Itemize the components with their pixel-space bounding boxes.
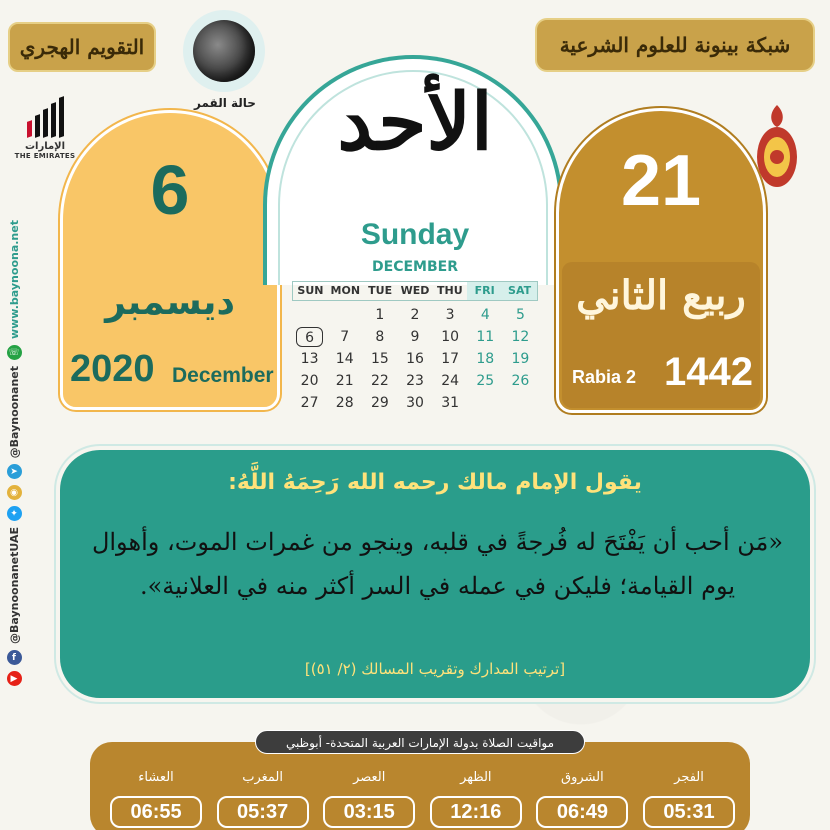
- calendar-header-cell: TUE: [368, 284, 393, 297]
- calendar-day: 12: [511, 329, 530, 345]
- calendar-day: 4: [480, 307, 490, 323]
- prayer-sunrise: [536, 770, 628, 828]
- calendar-day: [503, 393, 538, 413]
- calendar-day: 9: [410, 329, 420, 345]
- hijri-day: 21: [620, 141, 702, 221]
- gregorian-month-en: December: [172, 364, 274, 387]
- prayer-maghrib: [217, 770, 309, 828]
- prayer-name: الظهر: [460, 770, 492, 785]
- hijri-year: 1442: [664, 350, 753, 394]
- calendar-day: 17: [441, 351, 460, 367]
- prayer-fajr: [643, 770, 735, 828]
- snapchat-icon[interactable]: ◉: [7, 485, 22, 500]
- network-badge: شبكة بينونة للعلوم الشرعية: [535, 18, 815, 72]
- prayer-asr: [323, 770, 415, 828]
- prayer-time: 05:37: [217, 796, 309, 828]
- website-link[interactable]: www.baynoona.net: [7, 220, 21, 340]
- prayer-time: 05:31: [643, 796, 735, 828]
- gregorian-year: 2020: [70, 348, 155, 390]
- calendar-header-cell: SAT: [502, 282, 537, 300]
- calendar-day: [292, 305, 327, 325]
- prayer-name: المغرب: [242, 770, 284, 785]
- side-social-strip: [2, 220, 26, 740]
- calendar-day: 31: [441, 395, 460, 411]
- calendar-day: 16: [406, 351, 424, 367]
- prayer-name: العشاء: [138, 770, 174, 785]
- baynoona-logo-icon: [752, 95, 802, 195]
- calendar-day: 11: [476, 329, 495, 345]
- hijri-month-en: Rabia 2: [572, 367, 637, 387]
- calendar-day: 28: [335, 395, 354, 411]
- moon-label: حالة القمر: [194, 96, 256, 110]
- prayer-name: الفجر: [674, 770, 704, 785]
- calendar-header-cell: THU: [437, 284, 463, 297]
- calendar-month: DECEMBER: [372, 259, 458, 275]
- calendar-grid: [292, 305, 538, 413]
- quote-source: [ترتيب المدارك وتقريب المسالك (٢/ ٥١)]: [304, 660, 566, 678]
- moon-phase: [183, 10, 265, 92]
- prayer-name: الشروق: [561, 770, 604, 785]
- calendar-day: 2: [410, 307, 420, 323]
- prayer-time: 06:49: [536, 796, 628, 828]
- calendar-day: 26: [511, 373, 530, 389]
- weekday-ar: الأحد: [337, 77, 493, 168]
- quote-author: يقول الإمام مالك رحمه الله رَحِمَهُ اللَّهُ:: [228, 470, 642, 495]
- prayer-isha: [110, 770, 202, 828]
- calendar-day: 20: [300, 373, 319, 389]
- month-calendar: [292, 281, 538, 413]
- calendar-header-cell: FRI: [467, 282, 502, 300]
- gregorian-day: 6: [150, 151, 190, 229]
- calendar-header-cell: SUN: [297, 284, 324, 297]
- calendar-header-cell: WED: [400, 284, 430, 297]
- calendar-day: 19: [511, 351, 530, 367]
- gregorian-month-ar: ديسمبر: [105, 282, 235, 323]
- whatsapp-icon[interactable]: ☏: [7, 345, 22, 360]
- calendar-day: 15: [370, 351, 389, 367]
- calendar-day: 18: [476, 351, 495, 367]
- calendar-header-cell: MON: [330, 284, 361, 297]
- prayer-times-title: مواقيت الصلاة بدولة الإمارات العربية المتحدة- أبوظبي: [255, 730, 585, 754]
- quote-text: «مَن أحب أن يَفْتَحَ له فُرجةً في قلبه، وينجو من غمرات الموت، وأهوال يوم القيامة؛ فليكن في عمله في السر أكثر منه في العلانية».: [91, 528, 784, 600]
- calendar-day: 30: [406, 395, 424, 411]
- emirates-en: THE EMIRATES: [14, 152, 76, 160]
- facebook-icon[interactable]: f: [7, 650, 22, 665]
- calendar-day: 29: [370, 395, 389, 411]
- calendar-day: 21: [335, 373, 354, 389]
- social-handle-2[interactable]: @BaynoonanetUAE: [7, 527, 21, 645]
- calendar-day: 1: [375, 307, 385, 323]
- calendar-day: 14: [335, 351, 354, 367]
- prayer-time: 06:55: [110, 796, 202, 828]
- prayer-time: 12:16: [430, 796, 522, 828]
- twitter-icon[interactable]: ✦: [7, 506, 22, 521]
- prayer-times-list: [110, 770, 735, 828]
- calendar-day: 5: [515, 307, 525, 323]
- youtube-icon[interactable]: ▶: [7, 671, 22, 686]
- calendar-day: 22: [370, 373, 389, 389]
- prayer-time: 03:15: [323, 796, 415, 828]
- hijri-calendar-badge: التقويم الهجري: [8, 22, 156, 72]
- calendar-day: 25: [476, 373, 495, 389]
- calendar-day: 8: [375, 329, 385, 345]
- calendar-day: 24: [441, 373, 460, 389]
- calendar-header: [292, 281, 538, 301]
- calendar-day: 27: [300, 395, 319, 411]
- calendar-day: [468, 393, 503, 413]
- emirates-stripes-icon: [14, 95, 76, 137]
- prayer-dhuhr: [430, 770, 522, 828]
- calendar-day-today: 6: [296, 327, 323, 347]
- calendar-day: 10: [441, 329, 460, 345]
- prayer-name: العصر: [353, 770, 386, 785]
- calendar-day: [327, 305, 362, 325]
- emirates-ar: الإمارات: [24, 141, 66, 152]
- calendar-day: 7: [340, 329, 350, 345]
- calendar-day: 23: [406, 373, 424, 389]
- social-handle-1[interactable]: @Baynoonanet: [7, 366, 21, 459]
- moon-icon: [193, 20, 255, 82]
- telegram-icon[interactable]: ➤: [7, 464, 22, 479]
- calendar-day: 3: [445, 307, 455, 323]
- hijri-month-ar: ربيع الثاني: [576, 272, 746, 319]
- calendar-day: 13: [300, 351, 319, 367]
- weekday-en: Sunday: [360, 218, 470, 251]
